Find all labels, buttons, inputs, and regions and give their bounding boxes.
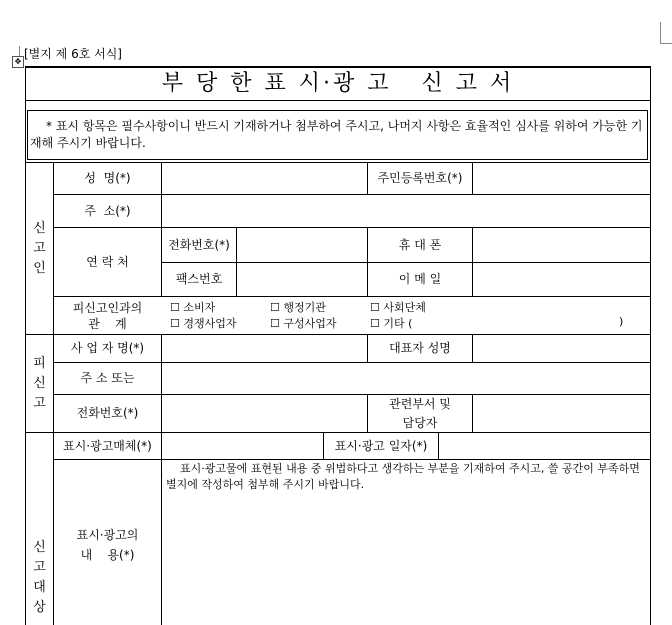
other-close-paren: ) (619, 315, 624, 328)
label-contact: 연 락 처 (86, 254, 129, 269)
label-mobile: 휴 대 폰 (398, 237, 442, 252)
respondent-phone-field[interactable] (162, 395, 367, 432)
label-phone: 전화번호(*) (168, 237, 230, 252)
label-dept: 관련부서 및 담당자 (389, 396, 451, 430)
corner-mark-right (660, 22, 661, 44)
label-media: 표시·광고매체(*) (63, 438, 152, 453)
label-email: 이 메 일 (398, 272, 442, 287)
mobile-field[interactable] (473, 228, 650, 262)
form-title: 부 당 한 표 시·광 고 신 고 서 (161, 71, 515, 97)
table-move-handle-icon[interactable]: ✥ (12, 56, 24, 68)
address-field[interactable] (162, 195, 650, 227)
email-field[interactable] (473, 263, 650, 296)
resident-no-field[interactable] (473, 163, 650, 194)
fax-field[interactable] (237, 263, 367, 296)
ad-date-field[interactable] (439, 433, 650, 459)
annex-label: [별지 제 6호 서식] (24, 47, 122, 61)
label-name: 성 명(*) (84, 171, 131, 186)
notice-text: * 표시 항목은 필수사항이니 반드시 기재하거나 첨부하여 주시고, 나머지 사항은 효율적인 심사를 위하여 가능한 기재해 주시기 바랍니다. (30, 119, 643, 150)
ad-content-field[interactable] (162, 495, 650, 625)
checkbox-label: 경쟁사업자 (183, 317, 237, 330)
label-business-name: 사 업 자 명(*) (70, 341, 145, 356)
respondent-section-label: 피 신 고 (33, 355, 46, 411)
label-fax: 팩스번호 (175, 272, 223, 287)
label-resident-no: 주민등록번호(*) (377, 171, 463, 186)
checkbox-label: 행정기관 (283, 301, 326, 314)
media-field[interactable] (162, 433, 323, 459)
label-respondent-address: 주 소 또는 (80, 371, 135, 386)
title-divider (25, 100, 651, 101)
checkbox-member-business[interactable]: ☐ 구성사업자 (270, 317, 337, 330)
checkbox-consumer[interactable]: ☐ 소비자 (170, 301, 216, 314)
checkbox-competitor[interactable]: ☐ 경쟁사업자 (170, 317, 237, 330)
checkbox-label: 구성사업자 (283, 317, 337, 330)
label-relation: 피신고인과의 관 계 (72, 300, 143, 331)
label-ad-date: 표시·광고 일자(*) (334, 438, 428, 453)
label-ad-content: 표시·광고의 내 용(*) (76, 528, 139, 562)
checkbox-label: 기타 ( (383, 317, 413, 330)
checkbox-other[interactable]: ☐ 기타 ( (370, 317, 413, 330)
checkbox-social-group[interactable]: ☐ 사회단체 (370, 301, 426, 314)
checkbox-label: 소비자 (183, 301, 216, 314)
label-rep-name: 대표자 성명 (389, 341, 451, 356)
rep-name-field[interactable] (473, 335, 650, 362)
label-respondent-phone: 전화번호(*) (76, 406, 139, 421)
corner-mark-right-h (660, 43, 672, 44)
ad-content-note: 표시·광고물에 표현된 내용 중 위법하다고 생각하는 부분을 기재하여 주시고, 쓸 공간이 부족하면 별지에 작성하여 첨부해 주시기 바랍니다. (166, 462, 640, 491)
business-name-field[interactable] (162, 335, 367, 362)
target-section-label: 신 고 대 상 (33, 539, 46, 615)
phone-field[interactable] (237, 228, 367, 262)
label-address: 주 소(*) (84, 203, 131, 218)
line (53, 459, 651, 460)
reporter-section-label: 신 고 인 (33, 220, 46, 276)
dept-field[interactable] (473, 395, 650, 432)
checkbox-admin-agency[interactable]: ☐ 행정기관 (270, 301, 326, 314)
respondent-address-field[interactable] (162, 363, 650, 394)
name-field[interactable] (162, 163, 367, 194)
checkbox-label: 사회단체 (383, 301, 426, 314)
